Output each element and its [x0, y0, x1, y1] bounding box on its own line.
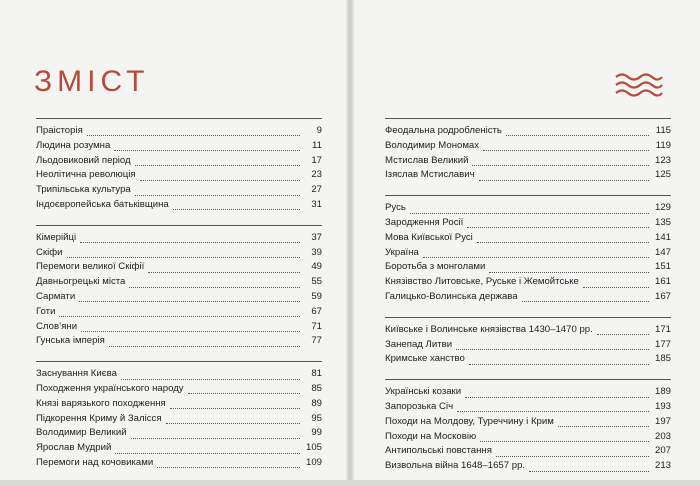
toc-entry [385, 385, 671, 400]
toc-page-number: 71 [311, 320, 322, 332]
toc-entry [385, 275, 671, 290]
toc-page-number: 207 [654, 445, 671, 457]
toc-page-number: 119 [655, 139, 671, 151]
toc-entry-title: Мова Київської Русі [385, 231, 473, 243]
toc-entry [36, 426, 322, 441]
dot-leader [67, 248, 300, 258]
toc-entry [385, 231, 671, 246]
toc-entry [36, 246, 322, 261]
toc-page-number: 99 [311, 427, 322, 439]
toc-page-number: 85 [311, 382, 322, 394]
toc-section [385, 317, 671, 367]
toc-entry-title: Кімерійці [36, 231, 77, 243]
toc-entry-title: Галицько-Волинська держава [385, 290, 518, 302]
book-gutter [346, 0, 354, 480]
toc-section [385, 118, 671, 183]
toc-entry-title: Перемоги великої Скіфії [36, 261, 145, 273]
toc-entry-title: Гунська імперія [36, 335, 105, 347]
dot-leader [166, 414, 300, 424]
dot-leader [529, 462, 649, 472]
toc-section [36, 118, 322, 213]
toc-entry [385, 154, 671, 169]
dot-leader [173, 200, 300, 210]
dot-leader [496, 447, 649, 457]
dot-leader [489, 263, 649, 273]
toc-entry-title: Князі варязького походження [36, 397, 166, 409]
toc-entry-title: Ізяслав Мстиславич [385, 169, 475, 181]
toc-page-number: 115 [655, 125, 671, 136]
toc-entry [385, 430, 671, 445]
toc-entry-title: Підкорення Криму й Залісся [36, 412, 162, 424]
dot-leader [109, 337, 300, 347]
toc-entry-title: Трипільська культура [36, 184, 131, 196]
dot-leader [170, 399, 300, 409]
toc-entry [36, 367, 322, 382]
toc-entry [385, 323, 671, 338]
toc-entry-title: Слов’яни [36, 320, 78, 332]
dot-leader [483, 141, 649, 151]
toc-page-number: 9 [316, 125, 322, 136]
toc-entry-title: Занепад Литви [385, 338, 453, 350]
toc-page-number: 59 [311, 290, 322, 302]
toc-page-number: 151 [654, 261, 671, 273]
dot-leader [480, 432, 649, 442]
dot-leader [129, 278, 300, 288]
toc-entry [36, 139, 322, 154]
toc-page-number: 147 [654, 246, 671, 258]
dot-leader [80, 233, 300, 243]
toc-entry [385, 139, 671, 154]
toc-entry-title: Людина розумна [36, 139, 111, 151]
toc-entry [36, 168, 322, 183]
toc-entry [385, 444, 671, 459]
dot-leader [79, 292, 300, 302]
toc-entry [385, 246, 671, 261]
toc-entry-title: Походи на Московію [385, 430, 477, 442]
dot-leader [59, 307, 300, 317]
toc-entry-title: Зародження Росії [385, 216, 464, 228]
dot-leader [148, 263, 300, 273]
toc-page-number: 67 [311, 305, 322, 317]
toc-page-number: 11 [312, 139, 322, 151]
dot-leader [472, 156, 649, 166]
dot-leader [467, 218, 649, 228]
toc-page-number: 197 [654, 415, 671, 427]
toc-entry [385, 338, 671, 353]
toc-page-number: 161 [654, 276, 671, 288]
toc-entry-title: Київське і Волинське князівства 1430–1470 рр. [385, 323, 593, 335]
toc-entry-title: Володимир Мономах [385, 139, 480, 151]
toc-page-number: 125 [654, 169, 671, 181]
toc-entry [385, 459, 671, 474]
toc-entry [36, 441, 322, 456]
toc-page-number: 135 [654, 216, 671, 228]
toc-entry [385, 400, 671, 415]
dot-leader [456, 340, 649, 350]
toc-page-number: 77 [311, 335, 322, 347]
dot-leader [410, 204, 649, 214]
toc-entry [385, 216, 671, 231]
toc-page-number: 167 [654, 290, 671, 302]
toc-entry [36, 382, 322, 397]
dot-leader [140, 171, 300, 181]
toc-page-number: 109 [305, 456, 322, 468]
dot-leader [558, 417, 649, 427]
toc-entry [385, 415, 671, 430]
toc-entry [36, 456, 322, 471]
toc-entry [385, 124, 671, 139]
toc-section [385, 379, 671, 474]
dot-leader [135, 156, 300, 166]
dot-leader [188, 384, 300, 394]
toc-entry-title: Давньогрецькі міста [36, 276, 126, 288]
dot-leader [479, 171, 649, 181]
toc-entry [36, 397, 322, 412]
toc-entry-title: Перемоги над кочовиками [36, 456, 154, 468]
toc-entry [36, 334, 322, 349]
toc-left-column [36, 118, 322, 483]
dot-leader [157, 458, 300, 468]
toc-page-number: 193 [654, 400, 671, 412]
dot-leader [131, 429, 300, 439]
toc-entry [36, 154, 322, 169]
toc-page-number: 105 [305, 442, 322, 454]
toc-entry [385, 352, 671, 367]
toc-entry [385, 260, 671, 275]
dot-leader [457, 402, 649, 412]
toc-right-column [385, 118, 671, 486]
toc-entry [36, 260, 322, 275]
toc-entry-title: Українські козаки [385, 386, 462, 398]
toc-entry [36, 275, 322, 290]
toc-entry-title: Заснування Києва [36, 368, 117, 380]
dot-leader [506, 126, 649, 136]
toc-entry [36, 231, 322, 246]
dot-leader [522, 292, 649, 302]
dot-leader [87, 126, 300, 136]
dot-leader [465, 388, 649, 398]
dot-leader [597, 325, 649, 335]
toc-entry [36, 183, 322, 198]
toc-entry-title: Ярослав Мудрий [36, 442, 112, 454]
toc-entry-title: Походи на Молдову, Туреччину і Крим [385, 415, 554, 427]
toc-entry [385, 201, 671, 216]
toc-section [36, 225, 322, 349]
dot-leader [114, 141, 300, 151]
toc-entry-title: Володимир Великий [36, 427, 127, 439]
toc-page-number: 89 [311, 397, 322, 409]
toc-page-number: 141 [654, 231, 671, 243]
toc-page-number: 171 [654, 323, 671, 335]
toc-entry [385, 168, 671, 183]
toc-entry-title: Русь [385, 202, 406, 214]
dot-leader [135, 186, 300, 196]
dot-leader [583, 278, 649, 288]
page-title: ЗМІСТ [34, 65, 150, 98]
dot-leader [423, 248, 649, 258]
toc-page-number: 203 [654, 430, 671, 442]
toc-page-number: 189 [654, 386, 671, 398]
dot-leader [115, 444, 300, 454]
toc-entry-title: Визвольна війна 1648–1657 рр. [385, 460, 526, 472]
toc-page-number: 81 [311, 368, 322, 380]
toc-page-number: 23 [311, 169, 322, 181]
toc-entry-title: Кримське ханство [385, 353, 465, 365]
toc-section [385, 195, 671, 305]
toc-entry-title: Мстислав Великий [385, 154, 469, 166]
toc-entry-title: Боротьба з монголами [385, 261, 486, 273]
toc-entry-title: Антипольські повстання [385, 445, 492, 457]
dot-leader [477, 233, 649, 243]
toc-entry-title: Походження українського народу [36, 382, 184, 394]
toc-page-number: 49 [311, 261, 322, 273]
toc-page-number: 37 [311, 231, 322, 243]
toc-page-number: 213 [654, 460, 671, 472]
toc-entry-title: Індоєвропейська батьківщина [36, 198, 169, 210]
toc-entry [36, 124, 322, 139]
toc-page-number: 39 [311, 246, 322, 258]
toc-entry-title: Праісторія [36, 125, 83, 136]
toc-entry [36, 320, 322, 335]
toc-entry-title: Готи [36, 305, 56, 317]
toc-entry [36, 198, 322, 213]
toc-page-number: 55 [311, 276, 322, 288]
wave-ornament-icon [614, 70, 664, 100]
toc-entry-title: Сармати [36, 290, 76, 302]
dot-leader [121, 370, 300, 380]
dot-leader [469, 355, 649, 365]
toc-entry [385, 290, 671, 305]
toc-entry [36, 305, 322, 320]
toc-entry-title: Льодовиковий період [36, 154, 131, 166]
toc-page-number: 27 [311, 184, 322, 196]
toc-page-number: 129 [654, 202, 671, 214]
toc-page-number: 185 [654, 353, 671, 365]
toc-entry-title: Скіфи [36, 246, 63, 258]
toc-page-number: 123 [654, 154, 671, 166]
toc-page-number: 17 [311, 154, 322, 166]
toc-entry-title: Україна [385, 246, 419, 258]
toc-section [36, 361, 322, 471]
dot-leader [81, 322, 300, 332]
toc-page-number: 31 [311, 198, 322, 210]
toc-entry [36, 290, 322, 305]
toc-entry-title: Князівство Литовське, Руське і Жемойтське [385, 276, 579, 288]
toc-page-number: 177 [654, 338, 671, 350]
toc-page-number: 95 [311, 412, 322, 424]
toc-entry [36, 412, 322, 427]
toc-entry-title: Неолітична революція [36, 169, 136, 181]
toc-entry-title: Феодальна родробленість [385, 125, 502, 136]
toc-entry-title: Запорозька Січ [385, 400, 454, 412]
